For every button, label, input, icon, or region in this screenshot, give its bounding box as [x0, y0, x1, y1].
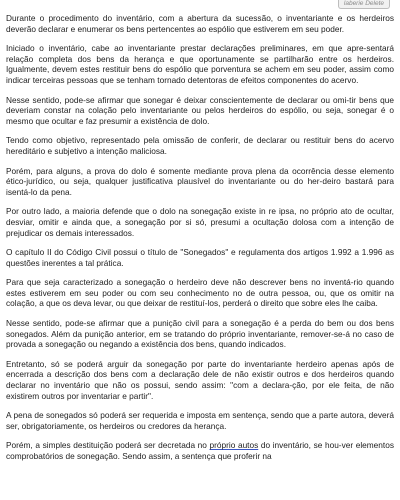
paragraph-civil-code-chapter: O capítulo II do Código Civil possui o título de "Sonegados" e regulamenta dos artigos 1.992 a 1.996 as questões inerentes a tal prática.: [6, 247, 394, 268]
paragraph-text-before-link: Porém, a simples destituição poderá ser decretada no: [6, 440, 210, 451]
paragraph-dolo-in-re-ipsa: Por outro lado, a maioria defende que o dolo na sonegação existe in re ipsa, no próprio ato de ocultar, desviar, omitir e ainda que, a sonegação por si só, presumi a ocultação dolosa com a intenção de prejudicar os demais interessados.: [6, 206, 394, 238]
paragraph-penalty-in-sentence: A pena de sonegados só poderá ser requerida e imposta em sentença, sendo que a parte autora, deverá ser, obrigatoriamente, os herdeiros ou credores da herança.: [6, 410, 394, 431]
underlined-phrase: próprio autos: [209, 440, 259, 451]
paragraph-text-after-link: do inventário, se hou-ver elementos comprobatórios de sonegação. Sendo assim, a sentença que proferir na: [6, 440, 394, 461]
paragraph-definition-sonegar: Nesse sentido, pode-se afirmar que sonegar é deixar conscientemente de declarar ou omi-tir bens que deveriam constar na colação pelo inventariante ou pelos herdeiros do espólio, ou seja, sonegar é o mesmo que ocultar e faz presumir a existência de dolo.: [6, 94, 394, 126]
paragraph-civil-punishment: Nesse sentido, pode-se afirmar que a punição civil para a sonegação é a perda do bem ou dos bens sonegados. Além da punição anterior, em se tratando do próprio inventariante, remover-se-á no caso de provada a sonegação ou negando a existência dos bens, quando indicados.: [6, 318, 394, 350]
paragraph-arguing-sonegacao: Entretanto, só se poderá arguir da sonegação por parte do inventariante herdeiro apenas após de encerrada a descrição dos bens com a declaração dele de não existir outros e dos herdeiros quando declarar no inventário que não os possui, sendo assim: "com a declara-ção, por ele feita, de não existirem outros por inventariar e partir".: [6, 358, 394, 401]
corner-tab: laberie Delete: [338, 0, 390, 9]
paragraph-simple-destitution: [6, 440, 394, 461]
paragraph-characterization: Para que seja caracterizado a sonegação o herdeiro deve não descrever bens no inventá-rio quando estes estiverem em seu poder ou com seu conhecimento no de outra pessoa, ou, que os omitir na colação, a que os deva levar, ou que deixar de restituí-los, perderá o direito que sobre eles lhe caiba.: [6, 277, 394, 309]
document-body: [6, 13, 394, 471]
paragraph-proof-of-dolo: Porém, para alguns, a prova do dolo é somente mediante prova plena da ocorrência desse elemento ético-jurídico, ou seja, qualquer justificativa plausível do inventariante ou do her-deiro bastará para isentá-lo da pena.: [6, 165, 394, 197]
paragraph-objective: Tendo como objetivo, representado pela omissão de conferir, de declarar ou restituir bens do acervo hereditário e subjetivo a intenção maliciosa.: [6, 135, 394, 156]
paragraph-succession-declaration: Durante o procedimento do inventário, com a abertura da sucessão, o inventariante e os herdeiros deverão declarar e enumerar os bens pertencentes ao espólio que estiverem em seu poder.: [6, 13, 394, 34]
paragraph-preliminary-declarations: Iniciado o inventário, cabe ao inventariante prestar declarações preliminares, em que apre-sentará relação completa dos bens da herança e que oportunamente se partilharão entre os herdeiros. Igualmente, devem estes restituir bens do espólio que porventura se achem em seu poder, assim como indicar terceiras pessoas que se tenham tornado detentoras de efeitos componentes do acervo.: [6, 43, 394, 85]
